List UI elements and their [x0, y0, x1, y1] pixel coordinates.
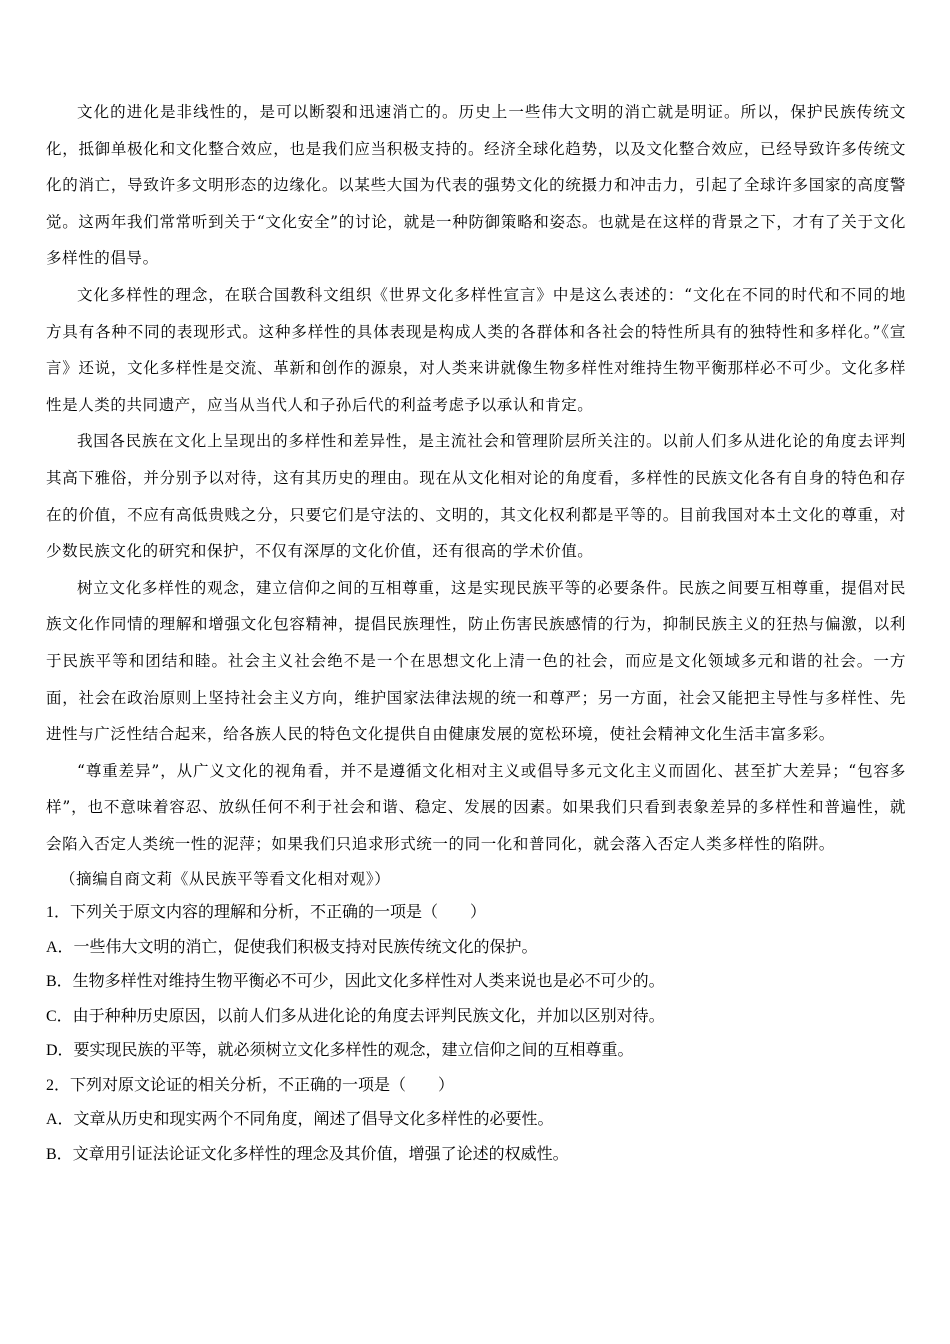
option-d: D．要实现民族的平等，就必须树立文化多样性的观念，建立信仰之间的互相尊重。 [46, 1042, 634, 1060]
option-c: C．由于种种历史原因，以前人们多从进化论的角度去评判民族文化，并加以区别对待。 [46, 1007, 665, 1025]
option-b: B．文章用引证法论证文化多样性的理念及其价值，增强了论述的权威性。 [46, 1145, 569, 1163]
document-body [46, 94, 906, 1172]
passage-paragraph-3: 我国各民族在文化上呈现出的多样性和差异性，是主流社会和管理阶层所关注的。以前人们多从进化论的角度去评判其高下雅俗，并分别予以对待，这有其历史的理由。现在从文化相对论的角度看，多样性的民族文化各有自身的特色和存在的价值，不应有高低贵贱之分，只要它们是守法的、文明的，其文化权利都是平等的。目前我国对本土文化的尊重，对少数民族文化的研究和保护，不仅有深厚的文化价值，还有很高的学术价值。 [46, 432, 906, 561]
option-b: B．生物多样性对维持生物平衡必不可少，因此文化多样性对人类来说也是必不可少的。 [46, 973, 665, 991]
question-2 [46, 1069, 906, 1173]
question-1 [46, 896, 906, 1069]
passage-paragraph-2: 文化多样性的理念，在联合国教科文组织《世界文化多样性宣言》中是这么表述的：“文化在不同的时代和不同的地方具有各种不同的表现形式。这种多样性的具体表现是构成人类的各群体和各社会的特性所具有的独特性和多样化。”《宣言》还说，文化多样性是交流、革新和创作的源泉，对人类来讲就像生物多样性对维持生物平衡那样必不可少。文化多样性是人类的共同遗产，应当从当代人和子孙后代的利益考虑予以承认和肯定。 [46, 285, 906, 414]
passage-source: （摘编自商文莉《从民族平等看文化相对观》） [60, 870, 391, 889]
option-a: A．一些伟大文明的消亡，促使我们积极支持对民族传统文化的保护。 [46, 938, 538, 956]
option-a: A．文章从历史和现实两个不同角度，阐述了倡导文化多样性的必要性。 [46, 1111, 554, 1129]
passage-paragraph-5: “尊重差异”，从广义文化的视角看，并不是遵循文化相对主义或倡导多元文化主义而固化、甚至扩大差异；“包容多样”，也不意味着容忍、放纵任何不利于社会和谐、稳定、发展的因素。如果我们只看到表象差异的多样性和普遍性，就会陷入否定人类统一性的泥萍；如果我们只追求形式统一的同一化和普同化，就会落入否定人类多样性的陷阱。 [46, 761, 906, 853]
question-stem: 1．下列关于原文内容的理解和分析，不正确的一项是（ ） [46, 904, 487, 922]
passage-paragraph-1: 文化的进化是非线性的，是可以断裂和迅速消亡的。历史上一些伟大文明的消亡就是明证。所以，保护民族传统文化，抵御单极化和文化整合效应，也是我们应当积极支持的。经济全球化趋势，以及文化整合效应，已经导致许多传统文化的消亡，导致许多文明形态的边缘化。以某些大国为代表的强势文化的统摄力和冲击力，引起了全球许多国家的高度警觉。这两年我们常常听到关于“文化安全”的讨论，就是一种防御策略和姿态。也就是在这样的背景之下，才有了关于文化多样性的倡导。 [46, 103, 906, 268]
passage-paragraph-4: 树立文化多样性的观念，建立信仰之间的互相尊重，这是实现民族平等的必要条件。民族之间要互相尊重，提倡对民族文化作同情的理解和增强文化包容精神，提倡民族理性，防止伤害民族感情的行为，抑制民族主义的狂热与偏激，以利于民族平等和团结和睦。社会主义社会绝不是一个在思想文化上清一色的社会，而应是文化领域多元和谐的社会。一方面，社会在政治原则上坚持社会主义方向，维护国家法律法规的统一和尊严；另一方面，社会又能把主导性与多样性、先进性与广泛性结合起来，给各族人民的特色文化提供自由健康发展的宽松环境，使社会精神文化生活丰富多彩。 [46, 578, 906, 744]
question-stem: 2．下列对原文论证的相关分析，不正确的一项是（ ） [46, 1076, 455, 1094]
